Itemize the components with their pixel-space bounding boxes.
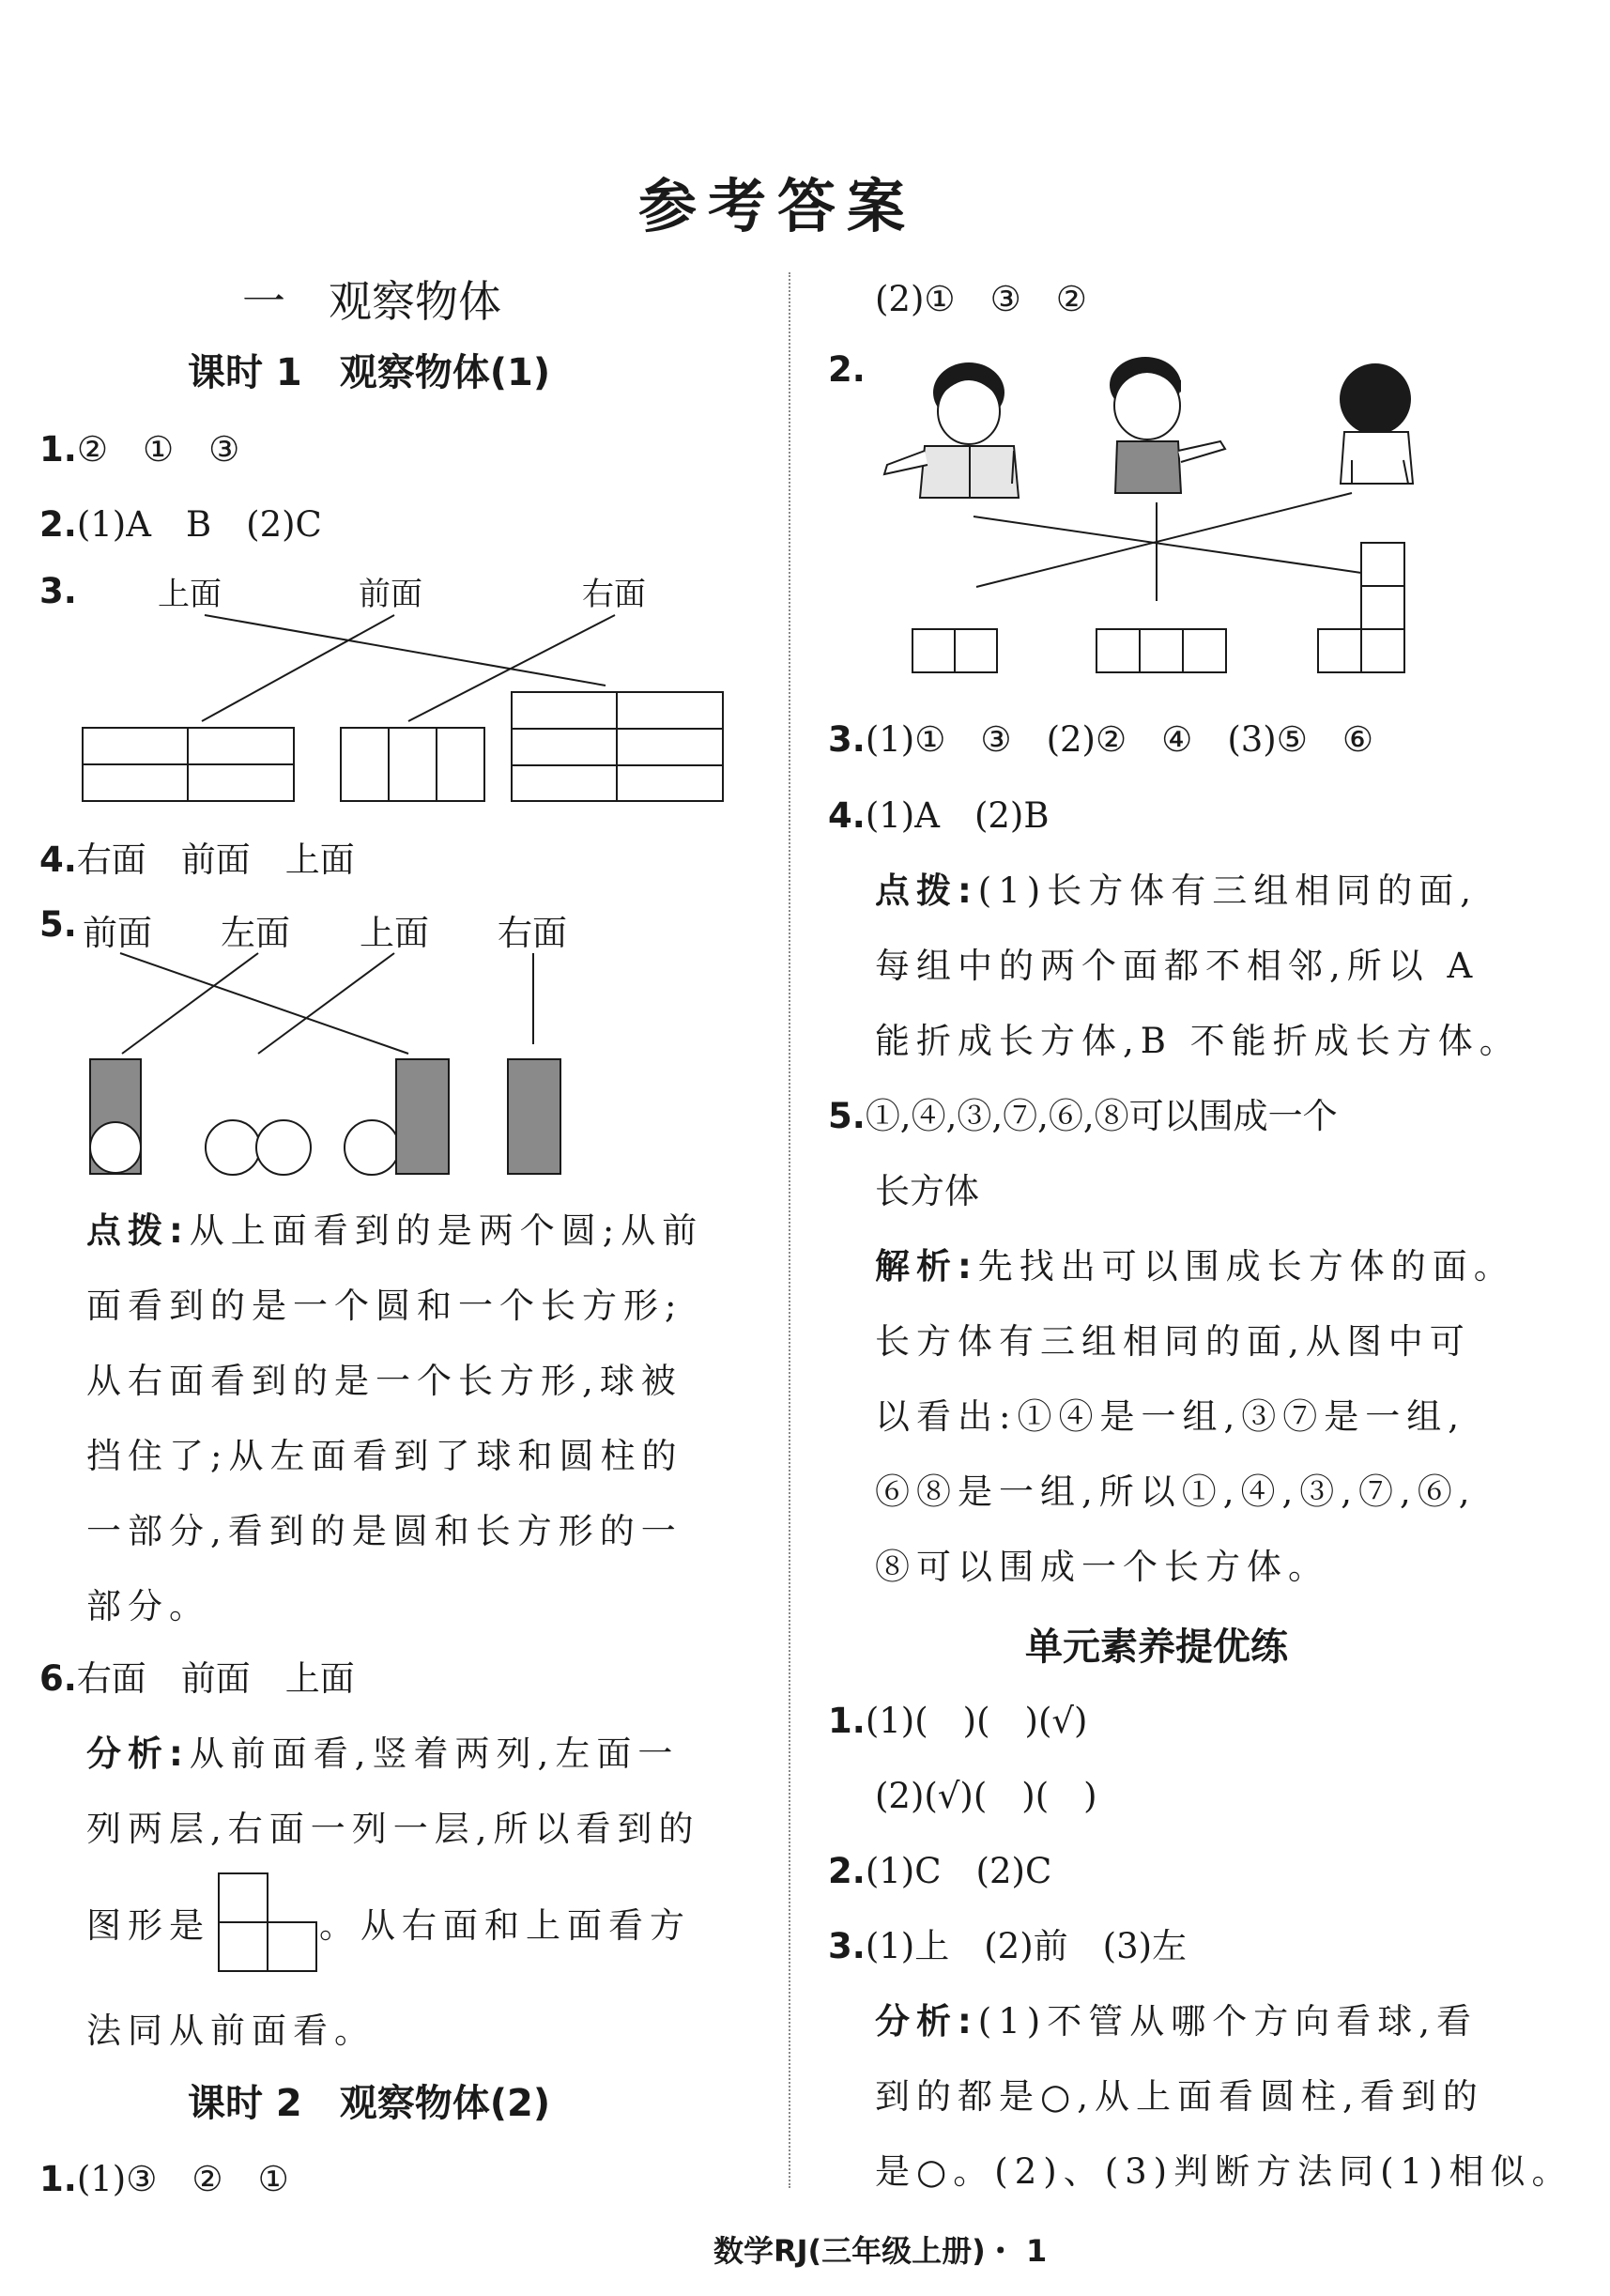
p3-analysis-line-2: 到的都是○,从上面看圆柱,看到的 bbox=[875, 2076, 1484, 2117]
q3-label-right: 右面 bbox=[582, 576, 646, 613]
p3-answer: 3.(1)上 (2)前 (3)左 bbox=[828, 1926, 1188, 1966]
r-q5-analysis-line-5: ⑧可以围成一个长方体。 bbox=[875, 1547, 1329, 1587]
q6-analysis-line-1: 分析:从前面看,竖着两列,左面一 bbox=[86, 1734, 680, 1774]
q1-answer: 1.② ① ③ bbox=[39, 429, 240, 470]
q2-answer: 2.(1)A B (2)C bbox=[39, 504, 322, 545]
p2-answer: 2.(1)C (2)C bbox=[828, 1851, 1052, 1891]
lesson2-heading: 课时 2 观察物体(2) bbox=[188, 2082, 551, 2125]
r-q4-hint-line-1: 点拨:(1)长方体有三组相同的面, bbox=[875, 871, 1478, 911]
lesson2-q1-continued: (2)① ③ ② bbox=[875, 279, 1087, 319]
child-figure-1 bbox=[884, 362, 1019, 498]
r-q5-analysis-line-4: ⑥⑧是一组,所以①,④,③,⑦,⑥, bbox=[875, 1472, 1477, 1512]
r-q5-answer-line-1: 5.①,④,③,⑦,⑥,⑧可以围成一个 bbox=[828, 1096, 1338, 1136]
child-figure-2 bbox=[1110, 357, 1225, 493]
r-q5-analysis-line-1: 解析:先找出可以围成长方体的面。 bbox=[875, 1246, 1515, 1287]
unit-practice-heading: 单元素养提优练 bbox=[1025, 1626, 1288, 1669]
q5-label-right: 右面 bbox=[498, 913, 567, 953]
unit-heading: 一 观察物体 bbox=[242, 276, 501, 327]
page-title: 参考答案 bbox=[638, 172, 917, 240]
child-figure-3 bbox=[1340, 363, 1413, 484]
r-q2-observers-diagram bbox=[0, 0, 1610, 714]
q6-answer: 6.右面 前面 上面 bbox=[39, 1658, 355, 1699]
p3-analysis-line-1: 分析:(1)不管从哪个方向看球,看 bbox=[875, 2001, 1478, 2042]
r-q5-analysis-line-2: 长方体有三组相同的面,从图中可 bbox=[875, 1321, 1471, 1362]
q6-analysis-shape-before: 图形是 bbox=[86, 1905, 210, 1946]
lesson1-heading: 课时 1 观察物体(1) bbox=[188, 351, 551, 394]
r-q4-hint-line-3: 能折成长方体,B 不能折成长方体。 bbox=[875, 1021, 1521, 1061]
p1-answer-line-2: (2)(√)( )( ) bbox=[875, 1776, 1097, 1816]
q4-answer: 4.右面 前面 上面 bbox=[39, 840, 355, 880]
q5-hint-line-2: 面看到的是一个圆和一个长方形; bbox=[86, 1286, 683, 1326]
r-q4-answer: 4.(1)A (2)B bbox=[828, 795, 1050, 836]
q5-hint-line-4: 挡住了;从左面看到了球和圆柱的 bbox=[86, 1436, 683, 1476]
r-q5-answer-line-2: 长方体 bbox=[875, 1171, 979, 1211]
q5-label-front: 前面 bbox=[83, 913, 152, 953]
r-q2-number: 2. bbox=[828, 349, 866, 390]
q6-analysis-last: 法同从前面看。 bbox=[86, 2011, 376, 2051]
q5-hint-line-6: 部分。 bbox=[86, 1586, 210, 1626]
q3-label-top: 上面 bbox=[158, 576, 222, 613]
r-q4-hint-line-2: 每组中的两个面都不相邻,所以 A bbox=[875, 946, 1480, 986]
q6-analysis-shape-after: 。从右面和上面看方 bbox=[319, 1905, 691, 1946]
q3-label-front: 前面 bbox=[359, 576, 422, 613]
p3-analysis-line-3: 是○。(2)、(3)判断方法同(1)相似。 bbox=[875, 2151, 1573, 2192]
lesson2-q1-answer: 1.(1)③ ② ① bbox=[39, 2159, 289, 2199]
p1-answer-line-1: 1.(1)( )( )(√) bbox=[828, 1701, 1088, 1741]
page-footer: 数学RJ(三年级上册)・ 1 bbox=[713, 2233, 1048, 2269]
q5-hint-line-1: 点拨:从上面看到的是两个圆;从前 bbox=[86, 1210, 704, 1251]
q5-hint-line-3: 从右面看到的是一个长方形,球被 bbox=[86, 1361, 682, 1401]
q6-analysis-line-2: 列两层,右面一列一层,所以看到的 bbox=[86, 1809, 700, 1849]
q5-number: 5. bbox=[39, 904, 77, 945]
q5-label-top: 上面 bbox=[360, 913, 429, 953]
q3-number: 3. bbox=[39, 571, 77, 611]
r-q3-answer: 3.(1)① ③ (2)② ④ (3)⑤ ⑥ bbox=[828, 719, 1374, 760]
r-q5-analysis-line-3: 以看出:①④是一组,③⑦是一组, bbox=[875, 1396, 1465, 1437]
q5-label-left: 左面 bbox=[221, 913, 290, 953]
q5-hint-line-5: 一部分,看到的是圆和长方形的一 bbox=[86, 1511, 682, 1551]
